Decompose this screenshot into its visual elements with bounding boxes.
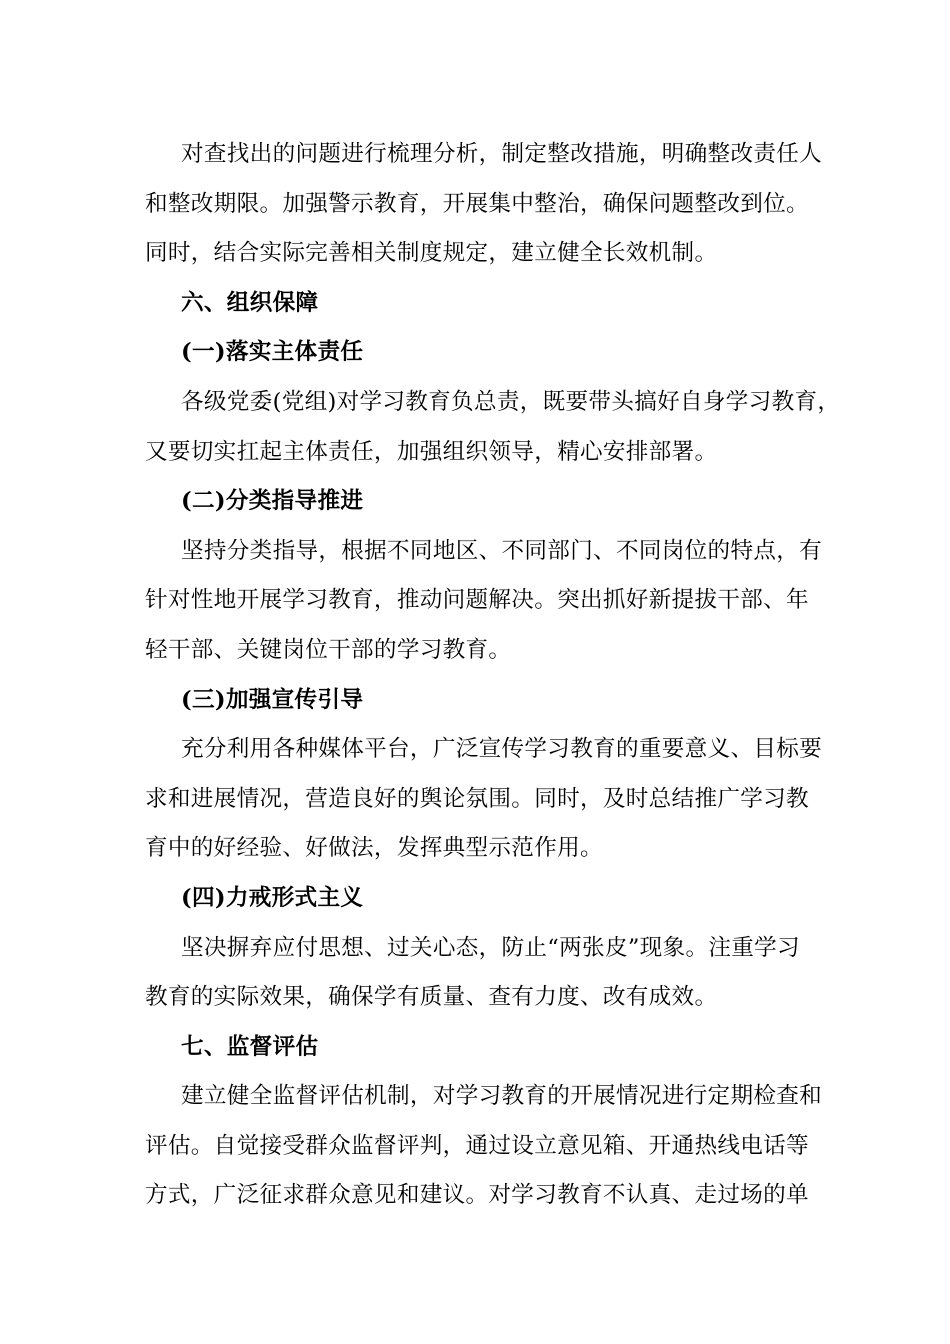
paragraph-line: 评估。自觉接受群众监督评判，通过设立意见箱、开通热线电话等	[145, 1132, 809, 1159]
paragraph-line: 充分利用各种媒体平台，广泛宣传学习教育的重要意义、目标要	[181, 736, 823, 763]
paragraph-line: 坚持分类指导，根据不同地区、不同部门、不同岗位的特点，有	[181, 537, 823, 564]
paragraph-line: 各级党委(党组)对学习教育负总责，既要带头搞好自身学习教育，	[181, 388, 841, 415]
paragraph-line: 坚决摒弃应付思想、过关心态，防止“两张皮”现象。注重学习	[181, 934, 800, 961]
section-heading-organization: 六、组织保障	[181, 289, 319, 316]
paragraph-line: 求和进展情况，营造良好的舆论氛围。同时，及时总结推广学习教	[145, 785, 809, 812]
paragraph-line: 教育的实际效果，确保学有质量、查有力度、改有成效。	[145, 984, 718, 1011]
paragraph-line: 方式，广泛征求群众意见和建议。对学习教育不认真、走过场的单	[145, 1182, 809, 1209]
paragraph-line: 针对性地开展学习教育，推动问题解决。突出抓好新提拔干部、年	[145, 587, 809, 614]
subsection-heading-2: (二)分类指导推进	[181, 488, 364, 515]
paragraph-line: 育中的好经验、好做法，发挥典型示范作用。	[145, 835, 603, 862]
paragraph-line: 又要切实扛起主体责任，加强组织领导，精心安排部署。	[145, 438, 718, 465]
subsection-heading-3: (三)加强宣传引导	[181, 686, 364, 713]
subsection-heading-1: (一)落实主体责任	[181, 339, 364, 366]
section-heading-supervision: 七、监督评估	[181, 1033, 319, 1060]
paragraph-line: 建立健全监督评估机制，对学习教育的开展情况进行定期检查和	[181, 1083, 823, 1110]
paragraph-line: 和整改期限。加强警示教育，开展集中整治，确保问题整改到位。	[145, 190, 809, 217]
document-body	[145, 130, 841, 1221]
paragraph-line: 对查找出的问题进行梳理分析，制定整改措施，明确整改责任人	[181, 141, 823, 167]
paragraph-line: 同时，结合实际完善相关制度规定，建立健全长效机制。	[145, 240, 718, 267]
subsection-heading-4: (四)力戒形式主义	[181, 884, 364, 911]
paragraph-line: 轻干部、关键岗位干部的学习教育。	[145, 636, 512, 663]
